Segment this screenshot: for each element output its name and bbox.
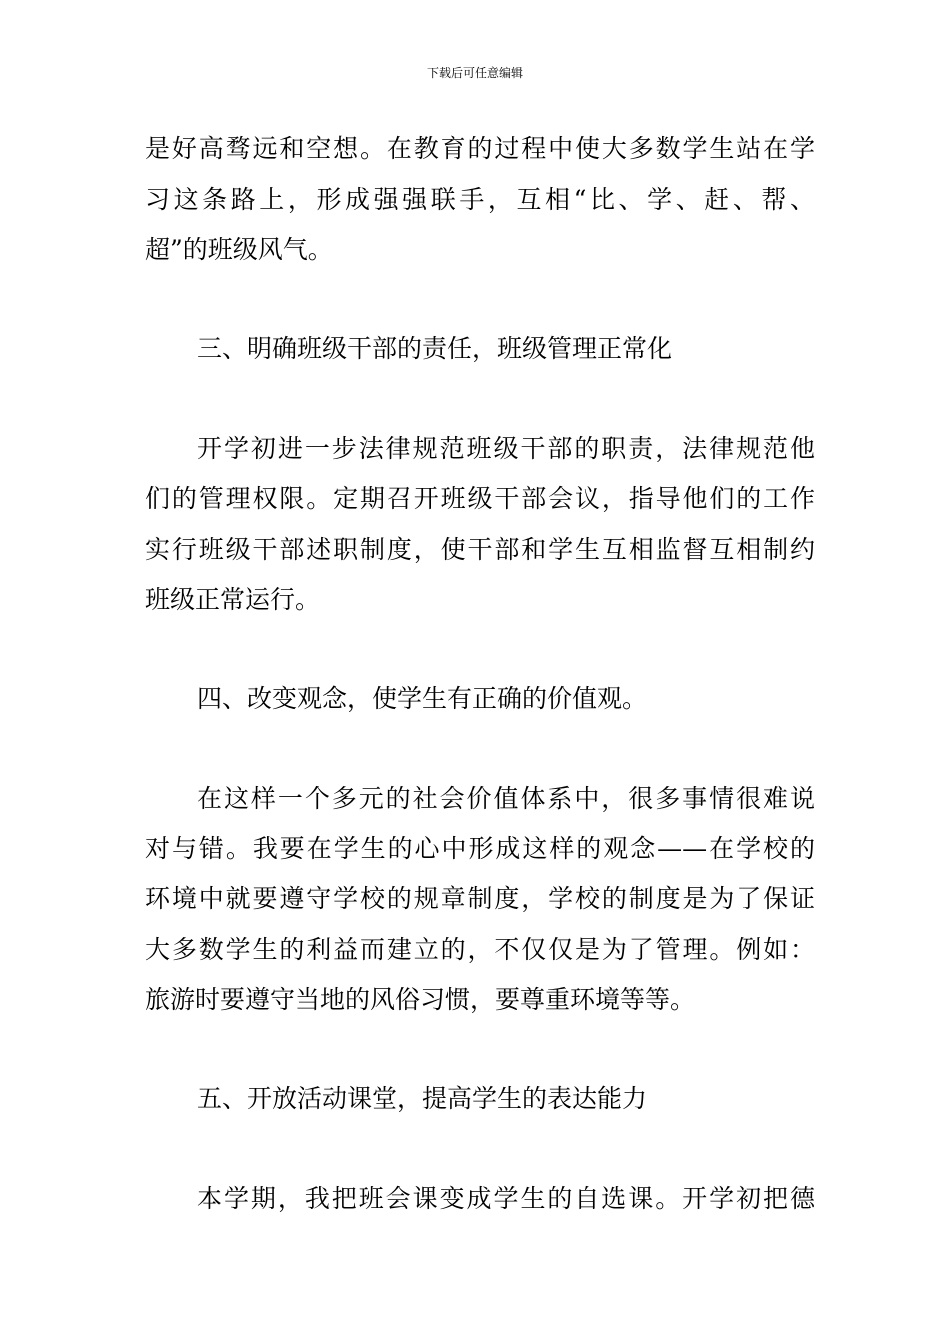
text-line: 实行班级干部述职制度，使干部和学生互相监督互相制约 <box>145 535 815 564</box>
text-line: 旅游时要遵守当地的风俗习惯，要尊重环境等等。 <box>145 985 696 1014</box>
text-line: 超”的班级风气。 <box>145 235 333 264</box>
text-line: 们的管理权限。定期召开班级干部会议，指导他们的工作 <box>145 484 815 513</box>
text-line: 是好高骛远和空想。在教育的过程中使大多数学生站在学 <box>145 134 815 163</box>
text-line: 环境中就要遵守学校的规章制度，学校的制度是为了保证 <box>145 884 815 913</box>
page-header: 下载后可任意编辑 <box>426 66 523 80</box>
text-line: 大多数学生的利益而建立的，不仅仅是为了管理。例如： <box>145 935 815 964</box>
text-line: 在这样一个多元的社会价值体系中，很多事情很难说 <box>197 784 815 813</box>
text-line: 对与错。我要在学生的心中形成这样的观念——在学校的 <box>145 834 815 863</box>
text-line: 开学初进一步法律规范班级干部的职责，法律规范他 <box>197 434 815 463</box>
text-line: 习这条路上，形成强强联手，互相“比、学、赶、帮、 <box>145 185 815 214</box>
text-line: 班级正常运行。 <box>145 585 321 614</box>
section-heading: 五、开放活动课堂，提高学生的表达能力 <box>197 1084 648 1113</box>
section-heading: 三、明确班级干部的责任，班级管理正常化 <box>197 334 673 363</box>
text-line: 本学期，我把班会课变成学生的自选课。开学初把德 <box>197 1184 815 1213</box>
section-heading: 四、改变观念，使学生有正确的价值观。 <box>197 684 648 713</box>
